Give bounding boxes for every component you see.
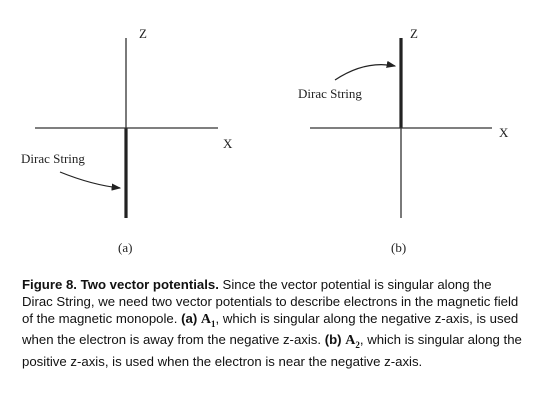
panel-a-x-label: X	[223, 136, 233, 151]
caption-marker-b: (b)	[324, 332, 342, 348]
figure-caption	[22, 277, 522, 371]
panel-a-string-arrow	[60, 172, 120, 188]
panel-b-label: (b)	[391, 240, 407, 255]
panel-b-string-arrow	[335, 65, 395, 80]
caption-text-1: Since the vector potential is singular along the Dirac String, we need two vector potentials to describe electrons in the magnetic field of the magnetic monopole.	[22, 277, 519, 326]
panel-b-z-label: Z	[410, 26, 418, 41]
panel-b-string-label: Dirac String	[298, 86, 362, 101]
panel-b-x-label: X	[499, 125, 509, 140]
panel-a-string-label: Dirac String	[21, 151, 85, 166]
caption-text-2: , which is singular along the negative z-axis, is used when the electron is away from the negative z-axis.	[22, 310, 519, 348]
panel-a-label: (a)	[118, 240, 133, 255]
panel-a	[21, 26, 233, 255]
caption-text-3: , which is singular along the positive z-axis, is used when the electron is near the negative z-axis.	[22, 332, 522, 369]
caption-symbol-a1: $A_1$	[200, 311, 216, 329]
panel-b	[298, 26, 509, 255]
caption-marker-a: (a)	[181, 310, 198, 326]
caption-title: Figure 8. Two vector potentials.	[22, 277, 219, 292]
caption-symbol-a2: $A_2$	[345, 333, 360, 350]
panel-a-z-label: Z	[139, 26, 147, 41]
